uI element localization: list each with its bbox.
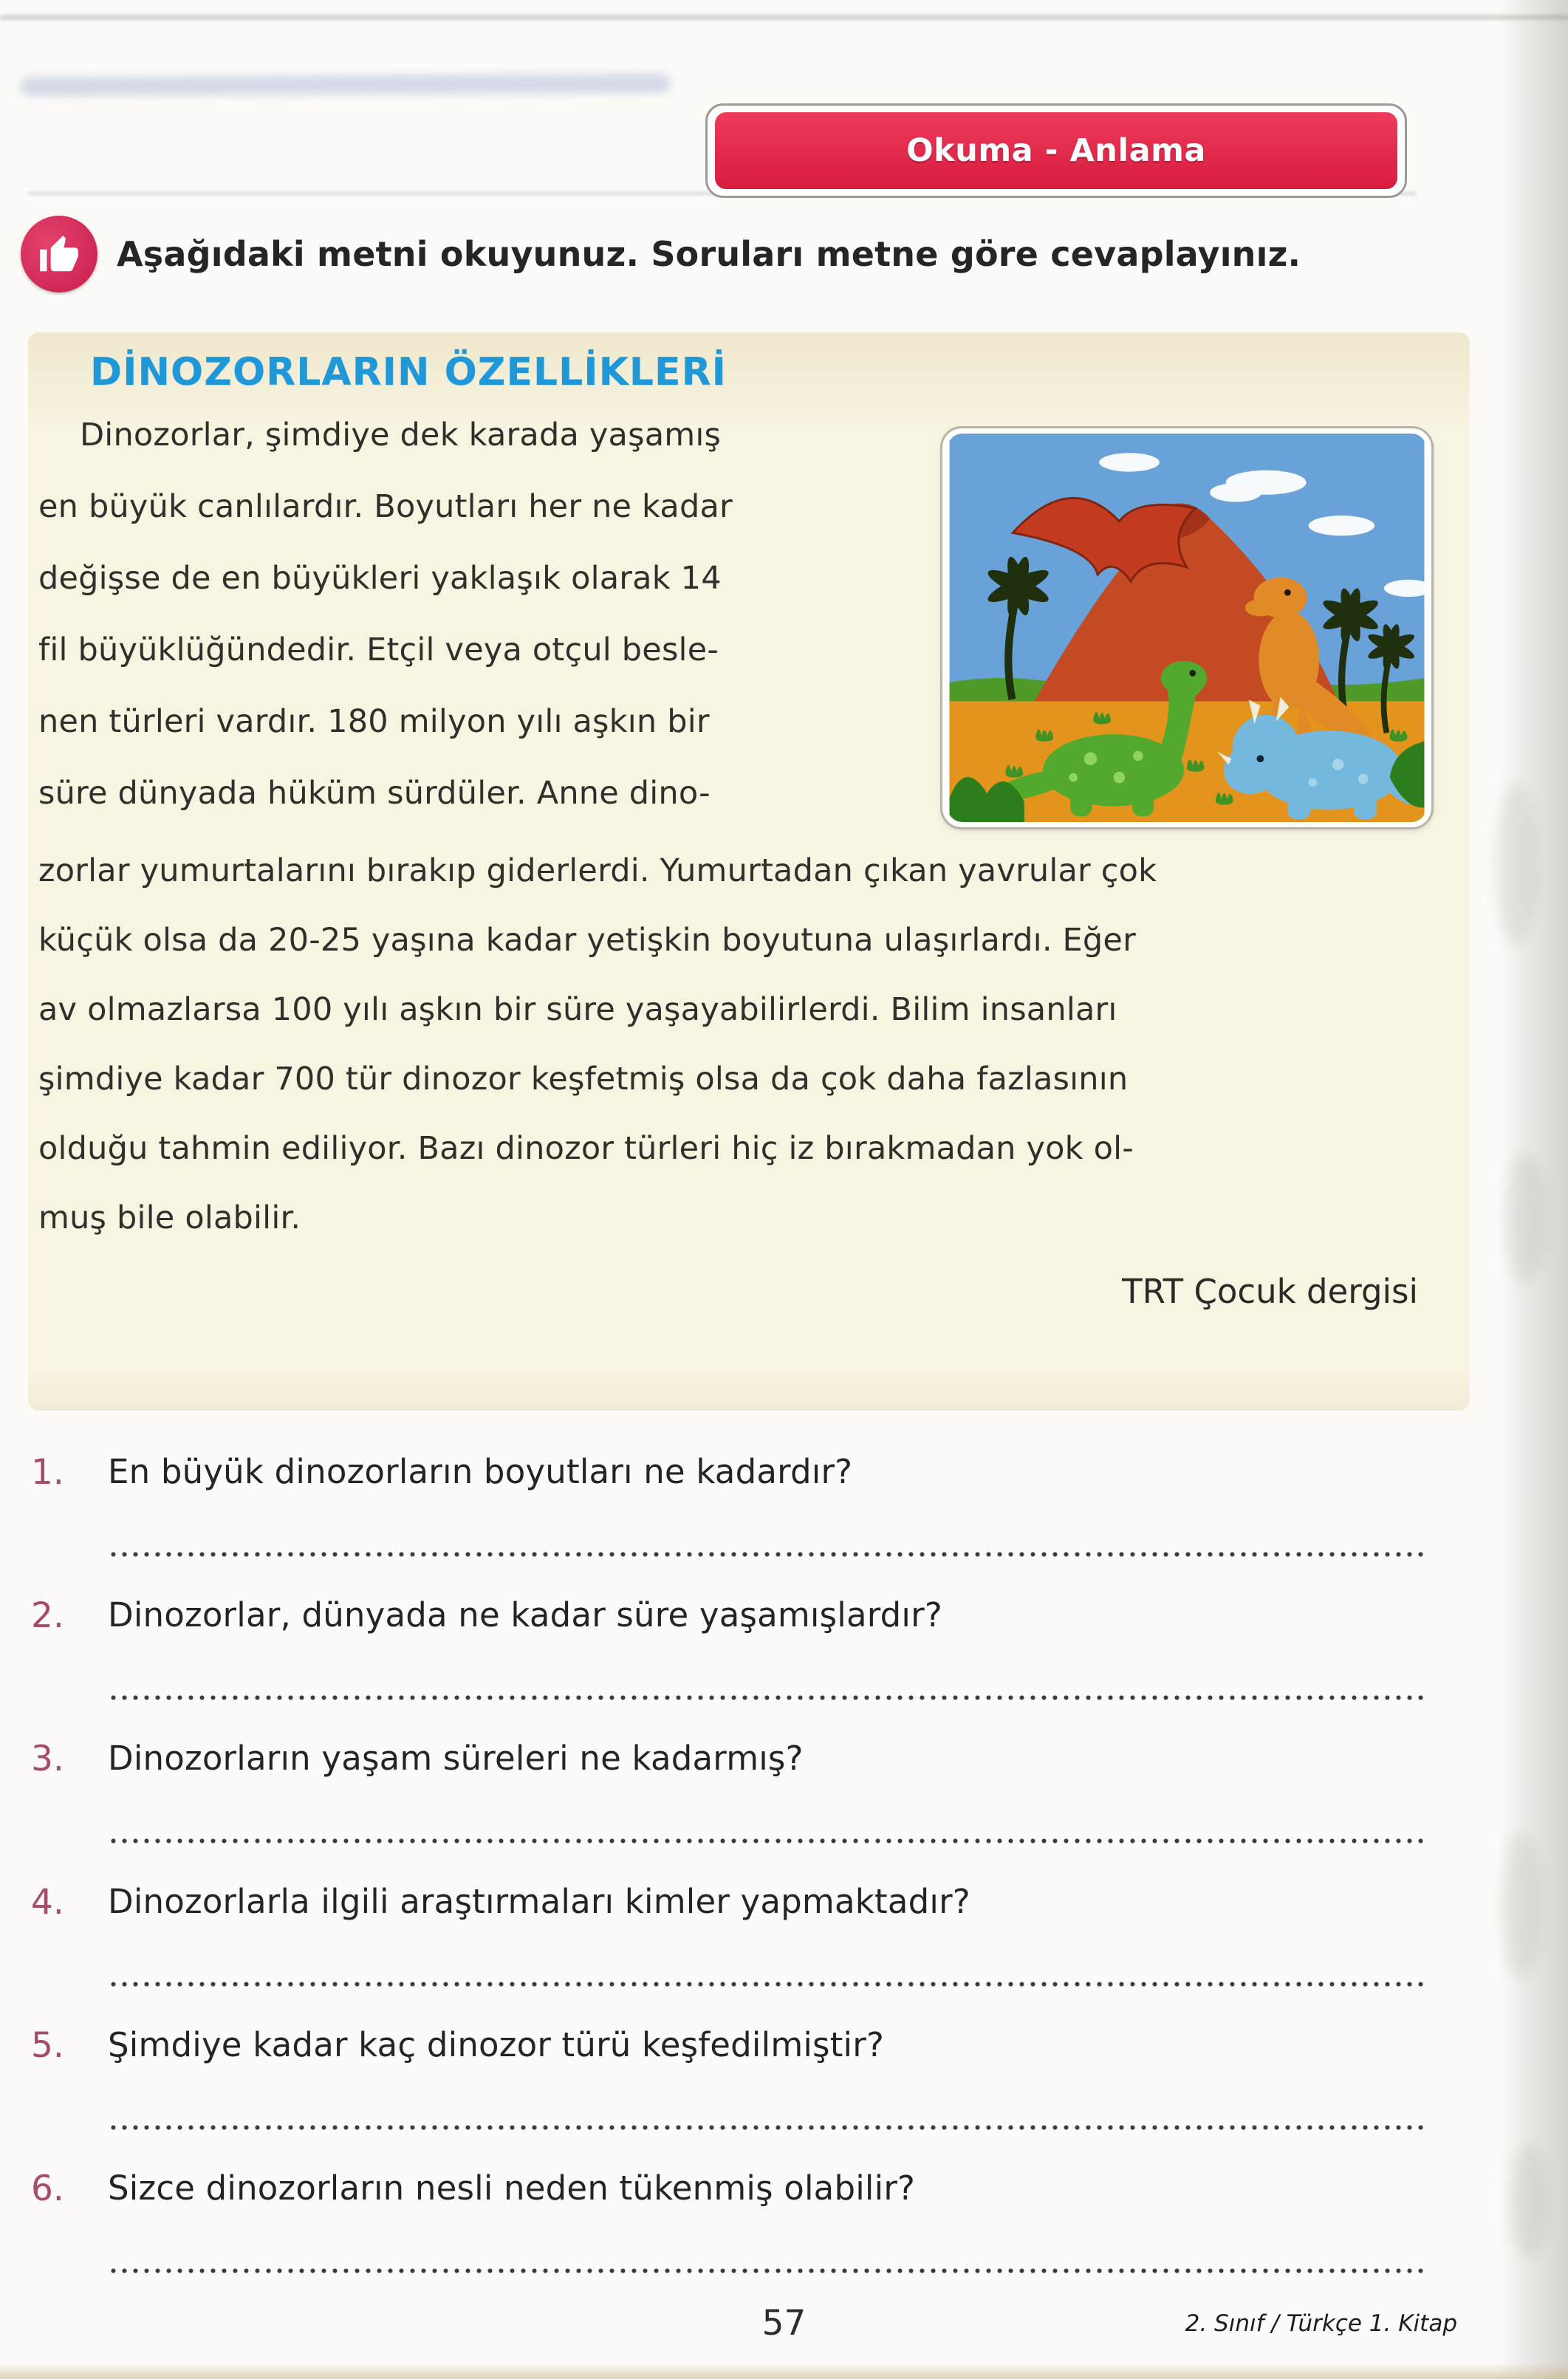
passage-line: şimdiye kadar 700 tür dinozor keşfetmiş olsa da çok daha fazlasının (38, 1061, 1129, 1098)
passage-top-row (38, 399, 1449, 829)
instruction-row (21, 216, 1542, 292)
passage-line: küçük olsa da 20-25 yaşına kadar yetişkin boyutuna ulaşırlardı. Eğer (38, 922, 1136, 959)
answer-line (108, 1981, 1427, 1988)
passage-line: av olmazlarsa 100 yılı aşkın bir süre yaşayabilirlerdi. Bilim insanları (38, 991, 1117, 1028)
passage-line: en büyük canlılardır. Boyutları her ne kadar (38, 487, 733, 525)
question-text: En büyük dinozorların boyutları ne kadardır? (108, 1452, 853, 1491)
passage-line: fil büyüklüğündedir. Etçil veya otçul besle- (38, 631, 719, 668)
passage-line: olduğu tahmin ediliyor. Bazı dinozor türleri hiç iz bırakmadan yok ol- (38, 1130, 1134, 1167)
question-number: 3. (31, 1739, 64, 1779)
question-number: 1. (31, 1452, 64, 1493)
passage-line: süre dünyada hüküm sürdüler. Anne dino- (38, 774, 711, 812)
question-number: 5. (31, 2025, 64, 2066)
passage-line: Dinozorlar, şimdiye dek karada yaşamış (80, 416, 722, 453)
question-row (0, 1442, 1568, 1585)
scan-artifact-top (0, 15, 1568, 20)
scan-artifact-bottom (0, 2363, 1568, 2379)
passage-full-lines (38, 836, 1449, 1253)
answer-line (108, 1551, 1427, 1558)
question-row (0, 2015, 1568, 2158)
question-row (0, 1585, 1568, 1728)
answer-line (108, 2124, 1427, 2131)
section-banner (705, 103, 1407, 198)
passage-line: nen türleri vardır. 180 milyon yılı aşkın bir (38, 702, 710, 740)
reading-passage-panel (28, 332, 1470, 1411)
question-text: Dinozorlarla ilgili araştırmaları kimler yapmaktadır? (108, 1882, 970, 1921)
thumbs-up-icon (21, 216, 97, 292)
answer-line (108, 1838, 1427, 1844)
page-footer (0, 2298, 1568, 2358)
passage-line: değişse de en büyükleri yaklaşık olarak 14 (38, 559, 722, 597)
questions-section (0, 1442, 1568, 2301)
passage-line: zorlar yumurtalarını bırakıp giderlerdi. Yumurtadan çıkan yavrular çok (38, 852, 1157, 889)
question-row (0, 1728, 1568, 1872)
answer-line (108, 2267, 1427, 2274)
page-number: 57 (761, 2303, 807, 2344)
question-row (0, 2158, 1568, 2301)
section-banner-inner (715, 112, 1397, 189)
question-text: Dinozorlar, dünyada ne kadar süre yaşamışlardır? (108, 1595, 942, 1635)
question-row (0, 1872, 1568, 2015)
passage-attribution: TRT Çocuk dergisi (1122, 1272, 1418, 1311)
section-banner-label: Okuma - Anlama (906, 132, 1206, 169)
question-text: Şimdiye kadar kaç dinozor türü keşfedilmiştir? (108, 2025, 885, 2064)
scan-artifact-shadow (1498, 0, 1568, 2379)
dinosaur-illustration (942, 428, 1431, 827)
instruction-text: Aşağıdaki metni okuyunuz. Soruları metne göre cevaplayınız. (117, 234, 1301, 274)
book-label: 2. Sınıf / Türkçe 1. Kitap (1185, 2310, 1457, 2337)
question-text: Sizce dinozorların nesli neden tükenmiş olabilir? (108, 2169, 916, 2208)
question-number: 6. (31, 2169, 64, 2209)
passage-line: muş bile olabilir. (38, 1199, 301, 1236)
scan-artifact-scribble (21, 74, 671, 97)
question-text: Dinozorların yaşam süreleri ne kadarmış? (108, 1739, 804, 1778)
answer-line (108, 1694, 1427, 1701)
passage-wrapped-lines (38, 399, 938, 829)
question-number: 2. (31, 1595, 64, 1636)
passage-title: DİNOZORLARIN ÖZELLİKLERİ (90, 350, 727, 394)
question-number: 4. (31, 1882, 64, 1923)
